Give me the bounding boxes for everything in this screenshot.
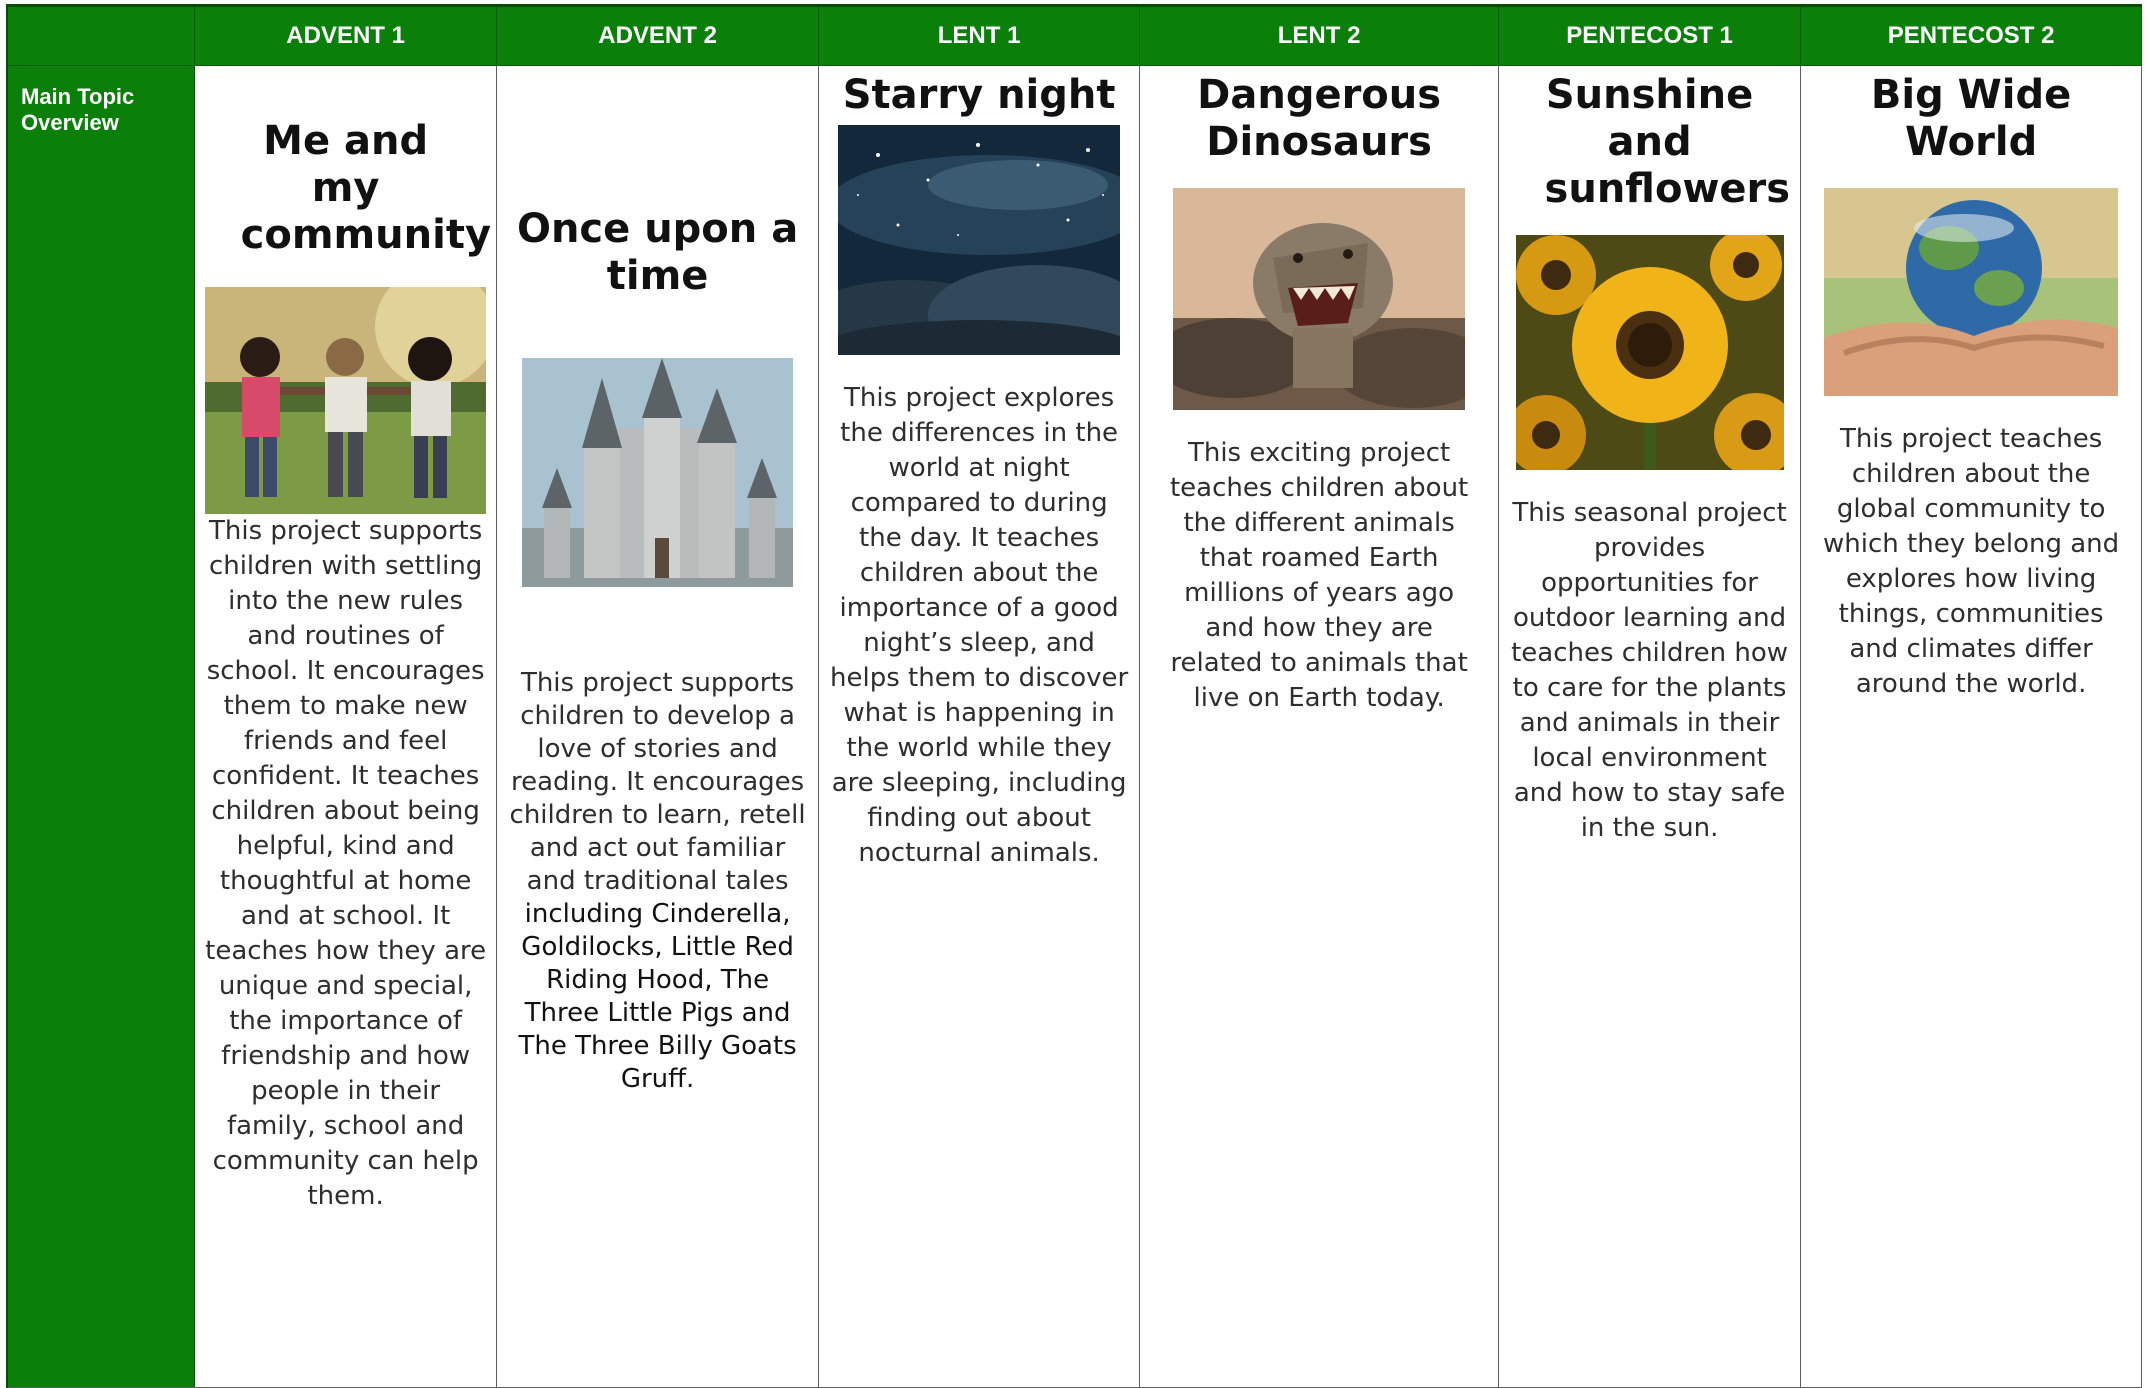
header-pentecost-2: PENTECOST 2	[1801, 6, 2142, 66]
topic-title: Starry night	[842, 72, 1116, 118]
row-header-label: Main Topic Overview	[21, 84, 135, 135]
sunflowers-photo	[1516, 235, 1784, 470]
topic-title: Me and my community	[240, 118, 492, 258]
topic-cell-advent-1	[194, 66, 496, 1388]
topic-cell-advent-2	[497, 66, 819, 1388]
earth-in-hands-photo	[1824, 188, 2118, 396]
dinosaur-photo	[1173, 188, 1465, 410]
topic-title: Big Wide World	[1870, 72, 2072, 165]
header-advent-1: ADVENT 1	[194, 6, 496, 66]
topic-description: This project explores the differences in the world at night compared to during the day. It teaches children about the importance of a good night’s sleep, and helps them to discover what is happening in the world while they are sleeping, including finding out about nocturnal animals.	[830, 383, 1129, 868]
header-pentecost-1: PENTECOST 1	[1498, 6, 1800, 66]
main-topic-row	[7, 66, 2142, 1388]
topic-description: This seasonal project provides opportunities for outdoor learning and teaches children how to care for the plants and animals in their local environment and how to stay safe in the sun.	[1511, 498, 1789, 843]
night-sky-photo	[838, 125, 1120, 355]
header-lent-2: LENT 2	[1140, 6, 1498, 66]
topic-cell-lent-2	[1140, 66, 1498, 1388]
header-row	[7, 6, 2142, 66]
header-advent-2: ADVENT 2	[497, 6, 819, 66]
topic-description: This project supports children with settling into the new rules and routines of school. It encourages them to make new friends and feel confident. It teaches children about being helpful, kind and thoughtful at home and at school. It teaches how they are unique and special, the importance of friendship and how people in their family, school and community can help them.	[205, 516, 487, 1211]
topic-cell-pentecost-1	[1498, 66, 1800, 1388]
children-holding-hands-photo	[205, 287, 486, 514]
topic-title: Once upon a time	[516, 206, 799, 299]
header-corner-cell	[7, 6, 194, 66]
topic-cell-pentecost-2	[1801, 66, 2142, 1388]
topic-description-extra: including Cinderella, Goldilocks, Little Red Riding Hood, The Three Little Pigs and The Three Billy Goats Gruff.	[518, 899, 797, 1094]
topic-overview-table	[6, 4, 2142, 1388]
topic-cell-lent-1	[818, 66, 1140, 1388]
topic-description: This exciting project teaches children about the different animals that roamed Earth millions of years ago and how they are related to animals that live on Earth today.	[1169, 438, 1469, 713]
topic-title: Dangerous Dinosaurs	[1197, 72, 1442, 165]
row-header-cell	[7, 66, 194, 1388]
castle-photo	[522, 358, 793, 587]
header-lent-1: LENT 1	[818, 6, 1140, 66]
topic-title: Sunshine and sunflowers	[1544, 72, 1791, 212]
topic-description: This project supports children to develop a love of stories and reading. It encourages children to learn, retell and act out familiar and traditional tales	[509, 668, 806, 896]
topic-description: This project teaches children about the global community to which they belong and explores how living things, communities and climates differ around the world.	[1823, 424, 2120, 699]
